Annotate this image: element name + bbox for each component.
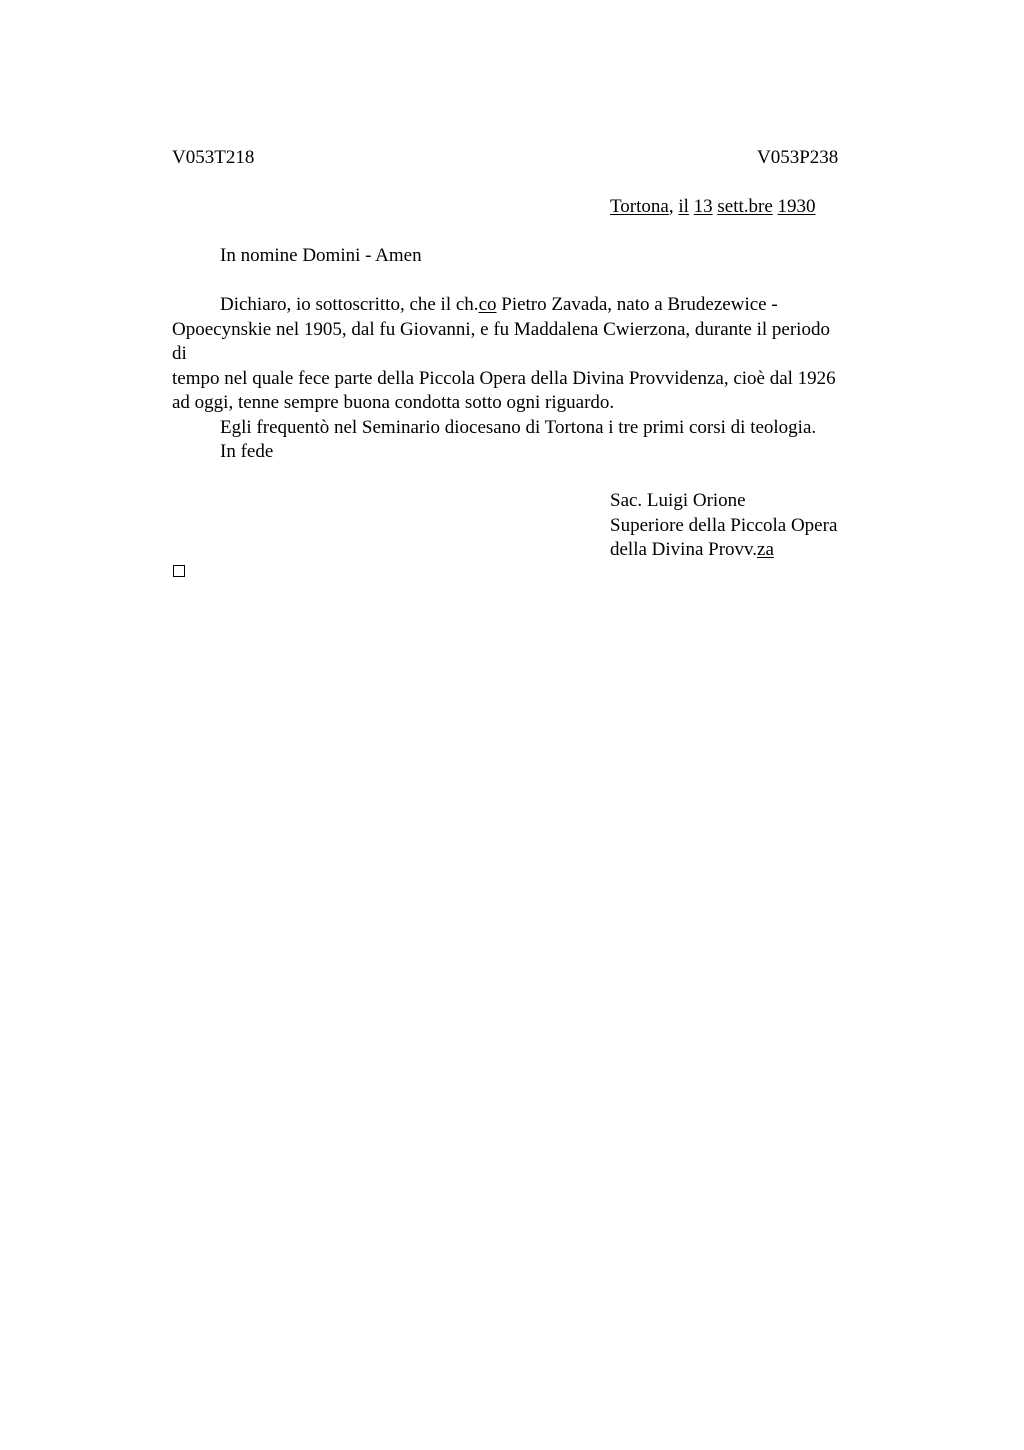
invocation: In nomine Domini - Amen <box>220 245 422 266</box>
date-article: il <box>678 196 689 217</box>
date-place: Tortona <box>610 196 669 217</box>
abbreviation-co: co <box>478 294 497 315</box>
date-day: 13 <box>693 196 713 217</box>
body-line-4: tempo nel quale fece parte della Piccola Opera della Divina Provvidenza, cioè dal 1926 <box>172 367 836 389</box>
body-line-1-start: Dichiaro, io sottoscritto, che il ch. <box>220 294 479 315</box>
date-separator: , <box>668 196 674 217</box>
body-line-5: ad oggi, tenne sempre buona condotta sotto ogni riguardo. <box>172 392 615 413</box>
date-month: sett.bre <box>717 196 773 217</box>
end-marker-box <box>173 565 185 577</box>
date-year: 1930 <box>777 196 816 217</box>
body-line-1 <box>172 293 902 318</box>
document-code-left: V053T218 <box>172 147 255 168</box>
abbreviation-za: za <box>757 539 774 560</box>
body-line-3: di <box>172 343 187 364</box>
signatory-name: Sac. Luigi Orione <box>610 490 746 511</box>
signature-block <box>610 489 837 563</box>
document-code-right: V053P238 <box>757 147 839 168</box>
body-line-2: Opoecynskie nel 1905, dal fu Giovanni, e fu Maddalena Cwierzona, durante il periodo <box>172 318 830 340</box>
closing-in-fede: In fede <box>220 441 274 462</box>
signatory-org-text: della Divina Provv. <box>610 539 758 560</box>
declaration-body <box>172 293 902 465</box>
body-line-6: Egli frequentò nel Seminario diocesano di Tortona i tre primi corsi di teologia. <box>220 416 817 438</box>
date-line <box>610 195 816 219</box>
signatory-org <box>610 538 837 563</box>
body-line-1-end: Pietro Zavada, nato a Brudezewice - <box>496 294 778 315</box>
signatory-title: Superiore della Piccola Opera <box>610 514 838 536</box>
